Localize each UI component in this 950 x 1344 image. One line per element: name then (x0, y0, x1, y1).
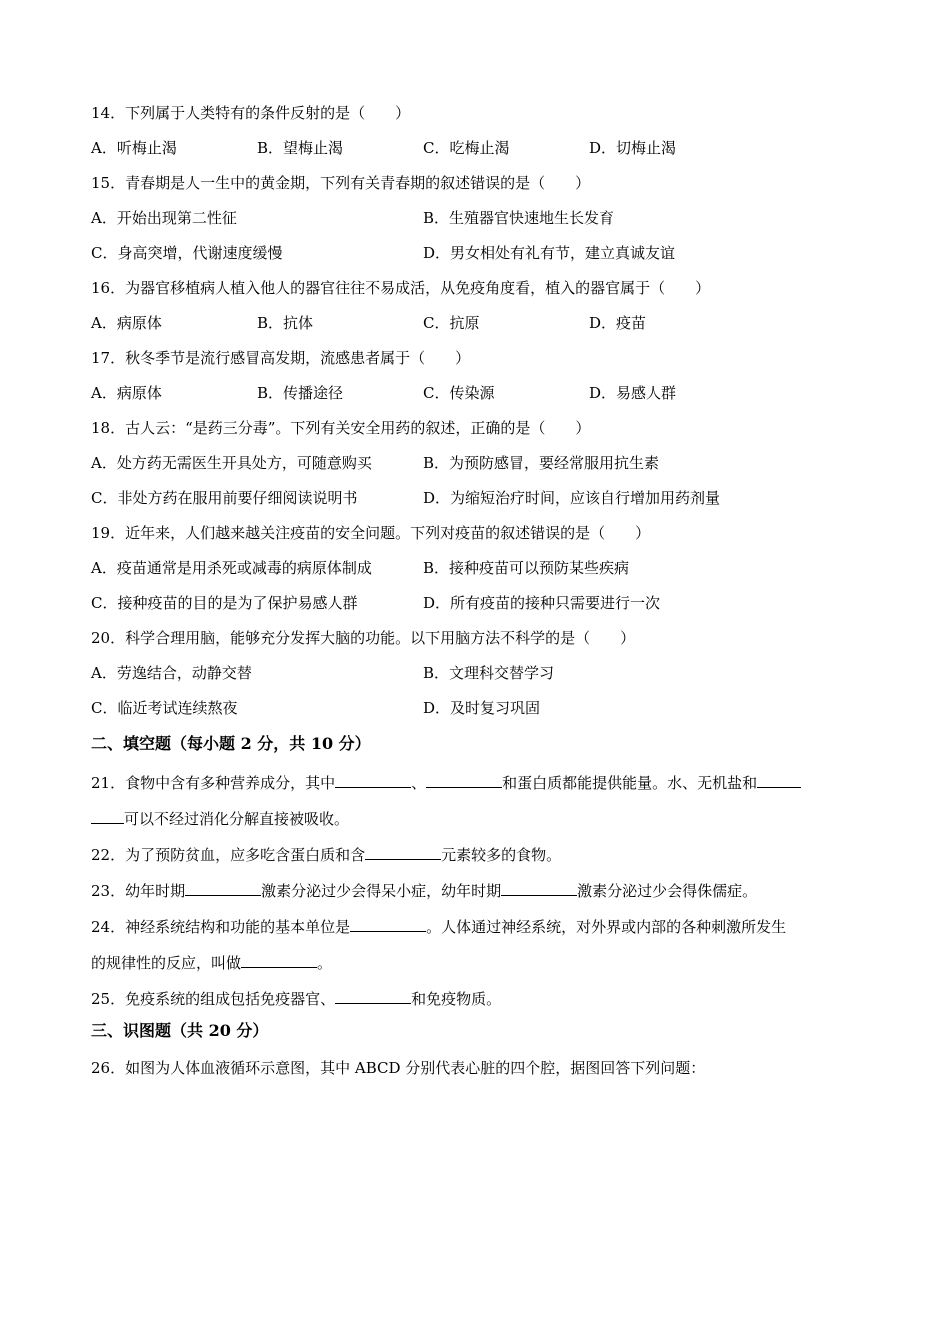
q20-option-a: A．劳逸结合，动静交替 (91, 664, 252, 682)
question-24-line-1 (91, 915, 786, 937)
q23-text-2: 激素分泌过少会得呆小症，幼年时期 (261, 882, 502, 900)
q17-option-d: D．易感人群 (589, 384, 677, 402)
q15-option-a: A．开始出现第二性征 (91, 209, 237, 227)
q24-blank-1[interactable] (350, 915, 426, 932)
question-26-stem: 26．如图为人体血液循环示意图，其中 ABCD 分别代表心脏的四个腔，据图回答下列问题： (91, 1059, 706, 1077)
q23-blank-2[interactable] (501, 879, 577, 896)
q22-text-1: 22．为了预防贫血，应多吃含蛋白质和含 (91, 846, 366, 864)
q15-option-d: D．男女相处有礼有节，建立真诚友谊 (423, 244, 676, 262)
q20-option-c: C．临近考试连续熬夜 (91, 699, 238, 717)
question-22 (91, 843, 561, 865)
question-14-stem: 14．下列属于人类特有的条件反射的是（ ） (91, 104, 411, 122)
q17-option-b: B．传播途径 (257, 384, 344, 402)
q19-option-d: D．所有疫苗的接种只需要进行一次 (423, 594, 661, 612)
q19-option-a: A．疫苗通常是用杀死或减毒的病原体制成 (91, 559, 372, 577)
q21-blank-1[interactable] (335, 771, 411, 788)
q19-option-b: B．接种疫苗可以预防某些疾病 (423, 559, 630, 577)
question-25 (91, 987, 501, 1009)
q16-option-c: C．抗原 (423, 314, 480, 332)
question-17-stem: 17．秋冬季节是流行感冒高发期，流感患者属于（ ） (91, 349, 471, 367)
question-21-line-2 (91, 807, 349, 829)
q20-option-b: B．文理科交替学习 (423, 664, 555, 682)
q14-option-b: B．望梅止渴 (257, 139, 344, 157)
q20-option-d: D．及时复习巩固 (423, 699, 541, 717)
q14-option-a: A．听梅止渴 (91, 139, 177, 157)
q22-blank-1[interactable] (365, 843, 441, 860)
q21-blank-3-part-1[interactable] (757, 771, 801, 788)
q15-option-b: B．生殖器官快速地生长发育 (423, 209, 615, 227)
q17-option-a: A．病原体 (91, 384, 162, 402)
q23-text-1: 23．幼年时期 (91, 882, 186, 900)
q16-option-a: A．病原体 (91, 314, 162, 332)
q25-text-1: 25．免疫系统的组成包括免疫器官、 (91, 990, 336, 1008)
q23-blank-1[interactable] (185, 879, 261, 896)
question-16-stem: 16．为器官移植病人植入他人的器官往往不易成活，从免疫角度看，植入的器官属于（ ） (91, 279, 711, 297)
q21-text-2: 、 (411, 774, 427, 792)
q25-blank-1[interactable] (335, 987, 411, 1004)
q19-option-c: C．接种疫苗的目的是为了保护易感人群 (91, 594, 358, 612)
q17-option-c: C．传染源 (423, 384, 495, 402)
q24-blank-2[interactable] (241, 951, 317, 968)
q18-option-d: D．为缩短治疗时间，应该自行增加用药剂量 (423, 489, 721, 507)
question-18-stem: 18．古人云：“是药三分毒”。下列有关安全用药的叙述，正确的是（ ） (91, 419, 591, 437)
q18-option-a: A．处方药无需医生开具处方，可随意购买 (91, 454, 372, 472)
question-15-stem: 15．青春期是人一生中的黄金期，下列有关青春期的叙述错误的是（ ） (91, 174, 591, 192)
question-23 (91, 879, 757, 901)
q23-text-3: 激素分泌过少会得侏儒症。 (577, 882, 758, 900)
q21-blank-2[interactable] (426, 771, 502, 788)
q25-text-2: 和免疫物质。 (411, 990, 502, 1008)
q16-option-d: D．疫苗 (589, 314, 647, 332)
q22-text-2: 元素较多的食物。 (441, 846, 562, 864)
question-19-stem: 19．近年来，人们越来越关注疫苗的安全问题。下列对疫苗的叙述错误的是（ ） (91, 524, 651, 542)
question-21-line-1 (91, 771, 801, 793)
q24-text-3: 的规律性的反应，叫做 (91, 954, 242, 972)
q21-text-4: 可以不经过消化分解直接被吸收。 (124, 810, 350, 828)
section-3-title: 三、识图题（共 20 分） (91, 1021, 269, 1040)
q15-option-c: C．身高突增，代谢速度缓慢 (91, 244, 283, 262)
q21-text-1: 21．食物中含有多种营养成分，其中 (91, 774, 336, 792)
q24-text-2: 。人体通过神经系统，对外界或内部的各种刺激所发生 (426, 918, 787, 936)
q16-option-b: B．抗体 (257, 314, 314, 332)
q14-option-c: C．吃梅止渴 (423, 139, 510, 157)
q18-option-c: C．非处方药在服用前要仔细阅读说明书 (91, 489, 358, 507)
section-2-title: 二、填空题（每小题 2 分，共 10 分） (91, 734, 371, 753)
q21-blank-3-part-2[interactable] (91, 807, 124, 824)
q24-text-4: 。 (317, 954, 333, 972)
q24-text-1: 24．神经系统结构和功能的基本单位是 (91, 918, 351, 936)
q14-option-d: D．切梅止渴 (589, 139, 677, 157)
q18-option-b: B．为预防感冒，要经常服用抗生素 (423, 454, 660, 472)
q21-text-3: 和蛋白质都能提供能量。水、无机盐和 (502, 774, 758, 792)
question-24-line-2 (91, 951, 332, 973)
question-20-stem: 20．科学合理用脑，能够充分发挥大脑的功能。以下用脑方法不科学的是（ ） (91, 629, 636, 647)
